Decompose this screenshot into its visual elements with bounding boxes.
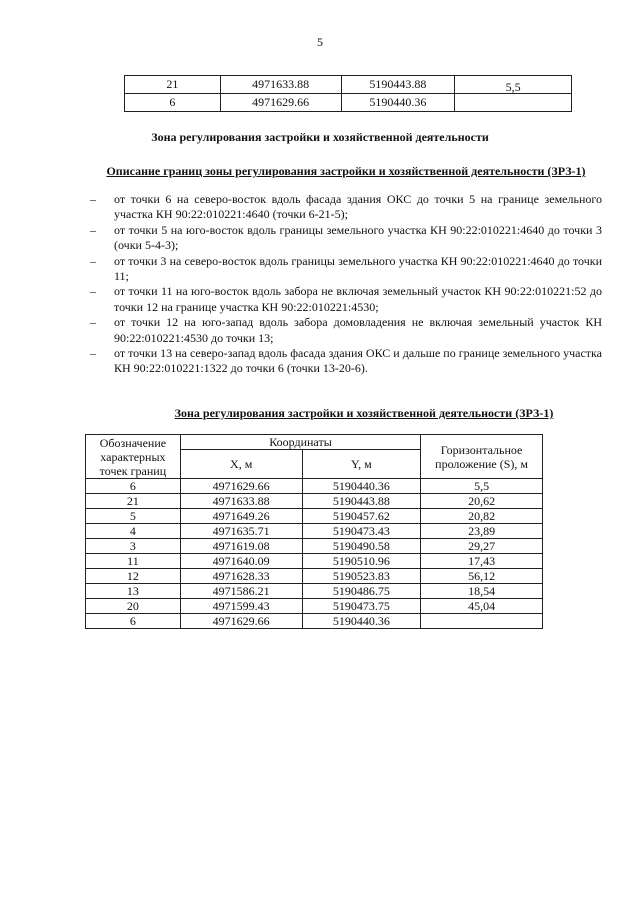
y-cell: 5190440.36 bbox=[302, 479, 421, 494]
x-cell: 4971629.66 bbox=[180, 479, 302, 494]
y-cell: 5190473.43 bbox=[302, 524, 421, 539]
s-cell: 20,82 bbox=[421, 509, 543, 524]
point-cell: 13 bbox=[86, 584, 181, 599]
list-item bbox=[90, 315, 602, 346]
table-row bbox=[86, 479, 543, 494]
x-cell: 4971586.21 bbox=[180, 584, 302, 599]
x-cell: 4971640.09 bbox=[180, 554, 302, 569]
list-item bbox=[90, 192, 602, 223]
point-cell: 5 bbox=[86, 509, 181, 524]
s-cell: 20,62 bbox=[421, 494, 543, 509]
list-item-text: от точки 5 на юго-восток вдоль границы земельного участка КН 90:22:010221:4640 до точки 3 (очки 5-4-3); bbox=[114, 222, 602, 253]
s-cell: 56,12 bbox=[421, 569, 543, 584]
description-title: Описание границ зоны регулирования застройки и хозяйственной деятельности (ЗРЗ-1) bbox=[106, 164, 586, 178]
y-cell: 5190473.75 bbox=[302, 599, 421, 614]
x-cell: 4971599.43 bbox=[180, 599, 302, 614]
zone-title: Зона регулирования застройки и хозяйственной деятельности bbox=[151, 130, 489, 144]
point-cell: 6 bbox=[86, 479, 181, 494]
point-cell: 6 bbox=[125, 94, 221, 112]
s-cell: 23,89 bbox=[421, 524, 543, 539]
list-item-text: от точки 3 на северо-восток вдоль границы земельного участка КН 90:22:010221:4640 до точки 11; bbox=[114, 253, 602, 284]
y-header: Y, м bbox=[302, 450, 421, 479]
x-cell: 4971629.66 bbox=[180, 614, 302, 629]
point-header: Обозначение характерных точек границ bbox=[86, 435, 181, 479]
point-cell: 3 bbox=[86, 539, 181, 554]
s-cell: 5,5 bbox=[421, 479, 543, 494]
y-cell: 5190443.88 bbox=[302, 494, 421, 509]
dash-bullet: – bbox=[90, 346, 96, 361]
y-cell: 5190486.75 bbox=[302, 584, 421, 599]
point-cell: 20 bbox=[86, 599, 181, 614]
table-row bbox=[86, 539, 543, 554]
s-cell: 5,5 bbox=[455, 76, 572, 94]
coordinates-table bbox=[85, 434, 543, 629]
s-cell: 45,04 bbox=[421, 599, 543, 614]
continued-coordinates-table bbox=[124, 75, 572, 112]
x-cell: 4971635.71 bbox=[180, 524, 302, 539]
y-cell: 5190440.36 bbox=[302, 614, 421, 629]
table-row bbox=[86, 614, 543, 629]
boundary-description-list bbox=[90, 192, 602, 377]
x-cell: 4971633.88 bbox=[180, 494, 302, 509]
table-row bbox=[86, 584, 543, 599]
y-cell: 5190443.88 bbox=[341, 76, 455, 94]
dash-bullet: – bbox=[90, 315, 96, 330]
y-cell: 5190457.62 bbox=[302, 509, 421, 524]
table-row bbox=[86, 509, 543, 524]
table-row bbox=[125, 76, 572, 94]
s-cell bbox=[421, 614, 543, 629]
point-cell: 6 bbox=[86, 614, 181, 629]
list-item bbox=[90, 346, 602, 377]
distance-header: Горизонтальное проложение (S), м bbox=[421, 435, 543, 479]
table-row bbox=[86, 554, 543, 569]
table-row bbox=[86, 569, 543, 584]
table-row bbox=[86, 494, 543, 509]
s-cell bbox=[455, 94, 572, 112]
table-title: Зона регулирования застройки и хозяйственной деятельности (ЗРЗ-1) bbox=[174, 406, 554, 420]
s-cell: 17,43 bbox=[421, 554, 543, 569]
coordinates-header: Координаты bbox=[180, 435, 420, 450]
point-cell: 11 bbox=[86, 554, 181, 569]
x-cell: 4971649.26 bbox=[180, 509, 302, 524]
s-cell: 29,27 bbox=[421, 539, 543, 554]
s-cell: 18,54 bbox=[421, 584, 543, 599]
table-row bbox=[86, 524, 543, 539]
x-cell: 4971628.33 bbox=[180, 569, 302, 584]
dash-bullet: – bbox=[90, 192, 96, 206]
page-number: 5 bbox=[317, 35, 323, 49]
dash-bullet: – bbox=[90, 253, 96, 268]
list-item-text: от точки 13 на северо-запад вдоль фасада здания ОКС и дальше по границе земельного участка КН 90:22:010221:1322 до точки 6 (точки 13-20-6). bbox=[114, 346, 602, 376]
y-cell: 5190523.83 bbox=[302, 569, 421, 584]
point-cell: 21 bbox=[125, 76, 221, 94]
x-header: X, м bbox=[180, 450, 302, 479]
point-cell: 4 bbox=[86, 524, 181, 539]
table-row bbox=[125, 94, 572, 112]
list-item-text: от точки 6 на северо-восток вдоль фасада здания ОКС до точки 5 на границе земельного участка КН 90:22:010221:4640 (точки 6-21-5); bbox=[114, 192, 602, 222]
list-item bbox=[90, 223, 602, 254]
point-cell: 21 bbox=[86, 494, 181, 509]
list-item bbox=[90, 284, 602, 315]
point-cell: 12 bbox=[86, 569, 181, 584]
x-cell: 4971633.88 bbox=[220, 76, 341, 94]
y-cell: 5190490.58 bbox=[302, 539, 421, 554]
list-item-text: от точки 12 на юго-запад вдоль забора домовладения не включая земельный участок КН 90:22:010221:4530 до точки 13; bbox=[114, 315, 602, 345]
list-item bbox=[90, 254, 602, 285]
dash-bullet: – bbox=[90, 222, 96, 237]
dash-bullet: – bbox=[90, 284, 96, 299]
y-cell: 5190440.36 bbox=[341, 94, 455, 112]
x-cell: 4971629.66 bbox=[220, 94, 341, 112]
x-cell: 4971619.08 bbox=[180, 539, 302, 554]
table-row bbox=[86, 599, 543, 614]
y-cell: 5190510.96 bbox=[302, 554, 421, 569]
list-item-text: от точки 11 на юго-восток вдоль забора не включая земельный участок КН 90:22:010221:52 до точки 12 на границе участка КН 90:22:010221:4530; bbox=[114, 284, 602, 314]
